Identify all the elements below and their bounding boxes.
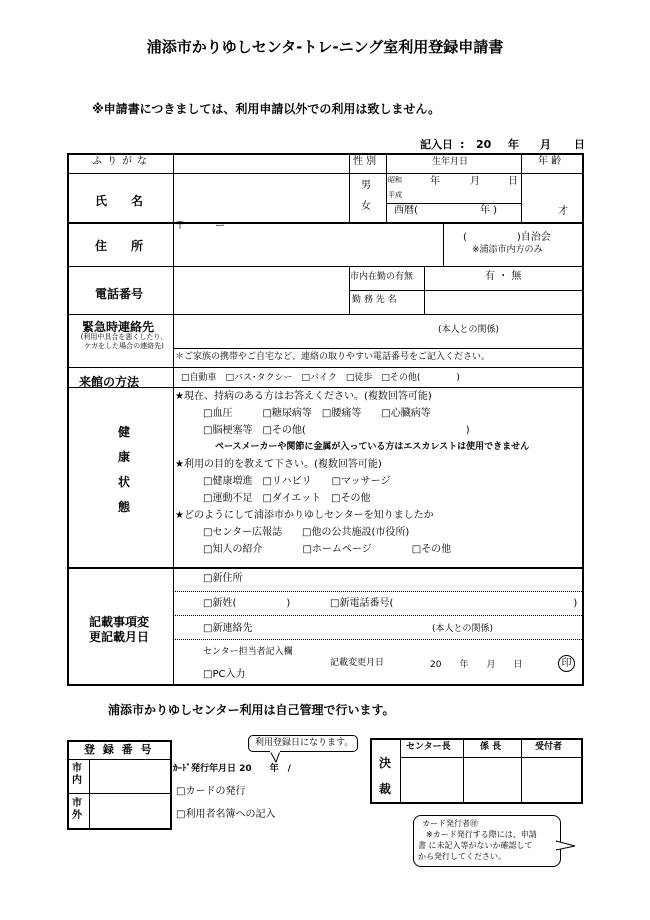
self-manage-text: 浦添市かりゆしセンター利用は自己管理で行います。	[108, 703, 395, 717]
card-note-line2: ※カード発行する際には、申請	[426, 830, 537, 839]
city-out-label: 市 外	[72, 798, 82, 821]
visit-options[interactable]: □自動車 □バス･タクシー □バイク □徒歩 □その他( )	[181, 373, 460, 383]
change-label-line2: 更記載月日	[89, 630, 150, 644]
know-options-2[interactable]: □知人の紹介 □ホームページ □その他	[203, 544, 452, 555]
staff-field-label: センター担当者記入欄	[203, 647, 293, 657]
card-note-pointer	[556, 840, 576, 852]
phone-label: 電話番号	[95, 287, 144, 301]
pacemaker-warning: ペースメーカーや関節に金属が入っている方はエスカレストは使用できません	[215, 442, 530, 452]
change-date-value: 20 年 月 日	[430, 660, 523, 670]
name-label: 氏 名	[95, 194, 144, 208]
name-field[interactable]	[173, 172, 348, 218]
page-title: 浦添市かりゆしセンタ-トレ-ニング室利用登録申請書	[146, 38, 504, 56]
jichikai-note: ※浦添市内方のみ	[472, 245, 543, 255]
approval-col-director: センター長	[406, 742, 451, 752]
registration-header: 登 録 番 号	[84, 743, 154, 756]
know-options-1[interactable]: □センター広報誌 □他の公共施設(市役所)	[203, 527, 410, 538]
entry-date-label: 記入日	[420, 138, 453, 151]
registration-date-bubble	[248, 735, 358, 752]
birthdate-label: 生年月日	[432, 157, 469, 167]
jichikai-field[interactable]: ( )自治会	[463, 232, 551, 243]
pc-input-check[interactable]: □PC入力	[203, 669, 246, 680]
entry-date-colon: :	[460, 138, 465, 151]
postal-dash: ー	[215, 221, 225, 232]
entry-date-day-unit: 日	[574, 138, 585, 151]
notice-text: ※申請書につきましては、利用申請以外での利用は致しません。	[92, 102, 441, 116]
age-label: 年 齢	[538, 156, 562, 167]
approval-col-chief: 係 長	[480, 742, 502, 752]
change-label-line1: 記載事項変	[89, 615, 150, 629]
postal-mark: 〒	[175, 221, 185, 232]
approval-label: 決 裁	[379, 756, 392, 796]
new-surname-check[interactable]: □新姓( )	[203, 598, 291, 609]
register-list-check[interactable]: □利用者名簿への記入	[176, 809, 276, 820]
new-contact-check[interactable]: □新連絡先	[203, 623, 253, 634]
workplace-label: 勤 務 先 名	[352, 295, 397, 305]
seireki-end: 年 )	[480, 205, 498, 216]
birth-day-unit: 日	[508, 176, 518, 187]
birth-month-unit: 月	[470, 176, 480, 187]
seal-mark: 印	[558, 655, 575, 672]
card-note-line4: から発行してください。	[418, 852, 506, 861]
card-note-line1: カード発行者㊞	[422, 819, 478, 828]
new-contact-relation: (本人との関係)	[432, 624, 494, 634]
workplace-field[interactable]	[424, 290, 579, 310]
city-in-label: 市 内	[72, 763, 82, 786]
seireki-label: 西暦(	[394, 205, 418, 216]
purpose-options-1[interactable]: □健康増進 □リハビリ □マッサージ	[203, 476, 391, 487]
card-issuer-note	[413, 815, 561, 867]
address-label: 住 所	[95, 239, 144, 253]
health-options-1[interactable]: □血圧 □糖尿病等 □腰痛等 □心臓病等	[203, 408, 431, 419]
age-unit: 才	[558, 206, 568, 217]
new-phone-check[interactable]: □新電話番号( )	[330, 598, 578, 609]
entry-date-year-unit: 年	[508, 138, 519, 151]
approval-col-receptionist: 受付者	[535, 742, 563, 752]
phone-field[interactable]	[173, 268, 348, 312]
era-heisei: 平成	[388, 191, 402, 199]
gender-label: 性 別	[353, 156, 377, 167]
entry-date-year: 20	[476, 138, 492, 151]
emergency-relation: (本人との関係)	[438, 325, 500, 335]
health-q1: ★現在、持病のある方はお答えください。(複数回答可能)	[175, 391, 432, 402]
card-issue-check[interactable]: □カードの発行	[176, 786, 246, 797]
address-field[interactable]	[173, 232, 438, 264]
city-out-number-field[interactable]	[90, 794, 170, 828]
change-date-label: 記載変更月日	[330, 658, 385, 668]
bubble-pointer	[268, 751, 282, 763]
card-issue-date: ｶｰﾄﾞ発行年月日 20 年 /	[173, 764, 291, 774]
emergency-label: 緊急時連絡先	[82, 320, 155, 334]
emergency-note: (利用中具合を悪くしたり、ケガをした場合の連絡先)	[80, 333, 168, 350]
registration-date-bubble-text: 利用登録日になります。	[255, 738, 354, 748]
emergency-field[interactable]	[173, 316, 423, 344]
female-option[interactable]: 女	[361, 201, 371, 212]
health-options-2[interactable]: □脳梗塞等 □その他( )	[203, 425, 470, 436]
city-in-number-field[interactable]	[90, 760, 170, 792]
health-label: 健 康 状 態	[117, 425, 130, 514]
visit-label: 来館の方法	[79, 375, 140, 389]
card-note-line3: 書 に未記入等がないか確認して	[418, 841, 533, 850]
entry-date-month-unit: 月	[540, 138, 551, 151]
era-showa: 昭和	[388, 176, 402, 184]
work-in-city-label: 市内在勤の有無	[350, 272, 414, 282]
health-q2: ★利用の目的を教えて下さい。(複数回答可能)	[175, 459, 382, 470]
furigana-label: ふりがな	[92, 156, 152, 167]
emergency-hint: ＊ご家族の携帯やご自宅など、連絡の取りやすい電話番号をご記入ください。	[175, 352, 491, 362]
male-option[interactable]: 男	[361, 180, 371, 191]
work-yes-no[interactable]: 有 ・ 無	[485, 271, 522, 282]
purpose-options-2[interactable]: □運動不足 □ダイエット □その他	[203, 493, 371, 504]
birth-year-unit: 年	[430, 176, 440, 187]
new-address-check[interactable]: □新住所	[203, 573, 243, 584]
health-q3: ★どのようにして浦添市かりゆしセンターを知りましたか	[175, 510, 434, 521]
